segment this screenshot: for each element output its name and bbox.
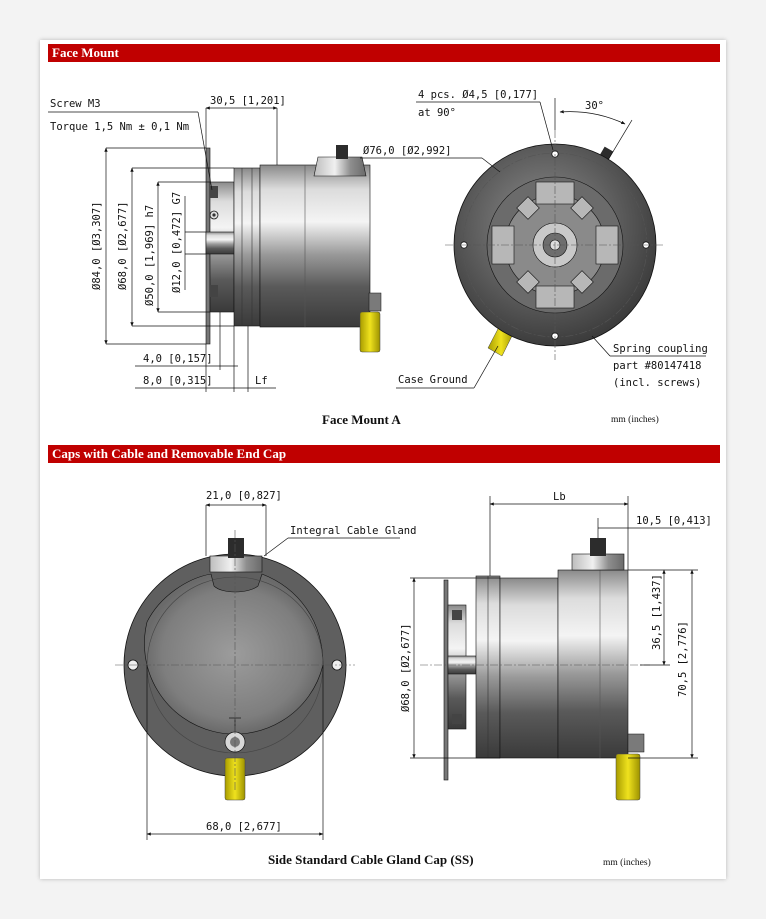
dim-36-5: 36,5 [1,437] (651, 574, 663, 650)
dim-4: 4,0 [0,157] (143, 353, 213, 365)
label-gland: Integral Cable Gland (290, 525, 417, 537)
dim-50: Ø50,0 [1,969] h7 (144, 204, 156, 306)
dim-21: 21,0 [0,827] (206, 490, 282, 502)
dim-68-bottom: 68,0 [2,677] (206, 821, 282, 833)
dim-68: Ø68,0 [Ø2,677] (117, 201, 129, 290)
face-mount-side-view (206, 145, 381, 352)
label-screw: Screw M3 (50, 98, 101, 110)
dim-70-5: 70,5 [2,776] (677, 621, 689, 697)
caption-cable-cap: Side Standard Cable Gland Cap (SS) (268, 852, 474, 867)
label-spring-2: part #80147418 (613, 360, 702, 372)
dim-76: Ø76,0 [Ø2,992] (363, 145, 452, 157)
caption-face-mount: Face Mount A (322, 412, 401, 427)
dim-lb: Lb (553, 491, 566, 503)
label-spring-1: Spring coupling (613, 343, 708, 355)
dim-angle: 30° (585, 100, 604, 112)
face-mount-front-view (445, 130, 665, 360)
label-torque: Torque 1,5 Nm ± 0,1 Nm (50, 121, 190, 133)
dim-8: 8,0 [0,315] (143, 375, 213, 387)
label-spring-3: (incl. screws) (613, 377, 702, 389)
label-case-ground: Case Ground (398, 374, 468, 386)
dim-68-side: Ø68,0 [Ø2,677] (400, 623, 412, 712)
dim-lf: Lf (255, 375, 268, 387)
cable-cap-side-view (420, 538, 650, 800)
section-header-cable-caps: Caps with Cable and Removable End Cap (48, 445, 720, 463)
dim-12: Ø12,0 [0,472] G7 (171, 191, 183, 293)
cable-cap-end-view (115, 530, 355, 800)
units-face-mount: mm (inches) (611, 415, 659, 425)
label-holes-1: 4 pcs. Ø4,5 [0,177] (418, 89, 539, 101)
label-holes-2: at 90° (418, 107, 456, 119)
dim-30-5: 30,5 [1,201] (210, 95, 286, 107)
dim-84: Ø84,0 [Ø3,307] (91, 201, 103, 290)
units-cable-cap: mm (inches) (603, 858, 651, 868)
dim-10-5: 10,5 [0,413] (636, 515, 712, 527)
section-header-face-mount: Face Mount (48, 44, 720, 62)
